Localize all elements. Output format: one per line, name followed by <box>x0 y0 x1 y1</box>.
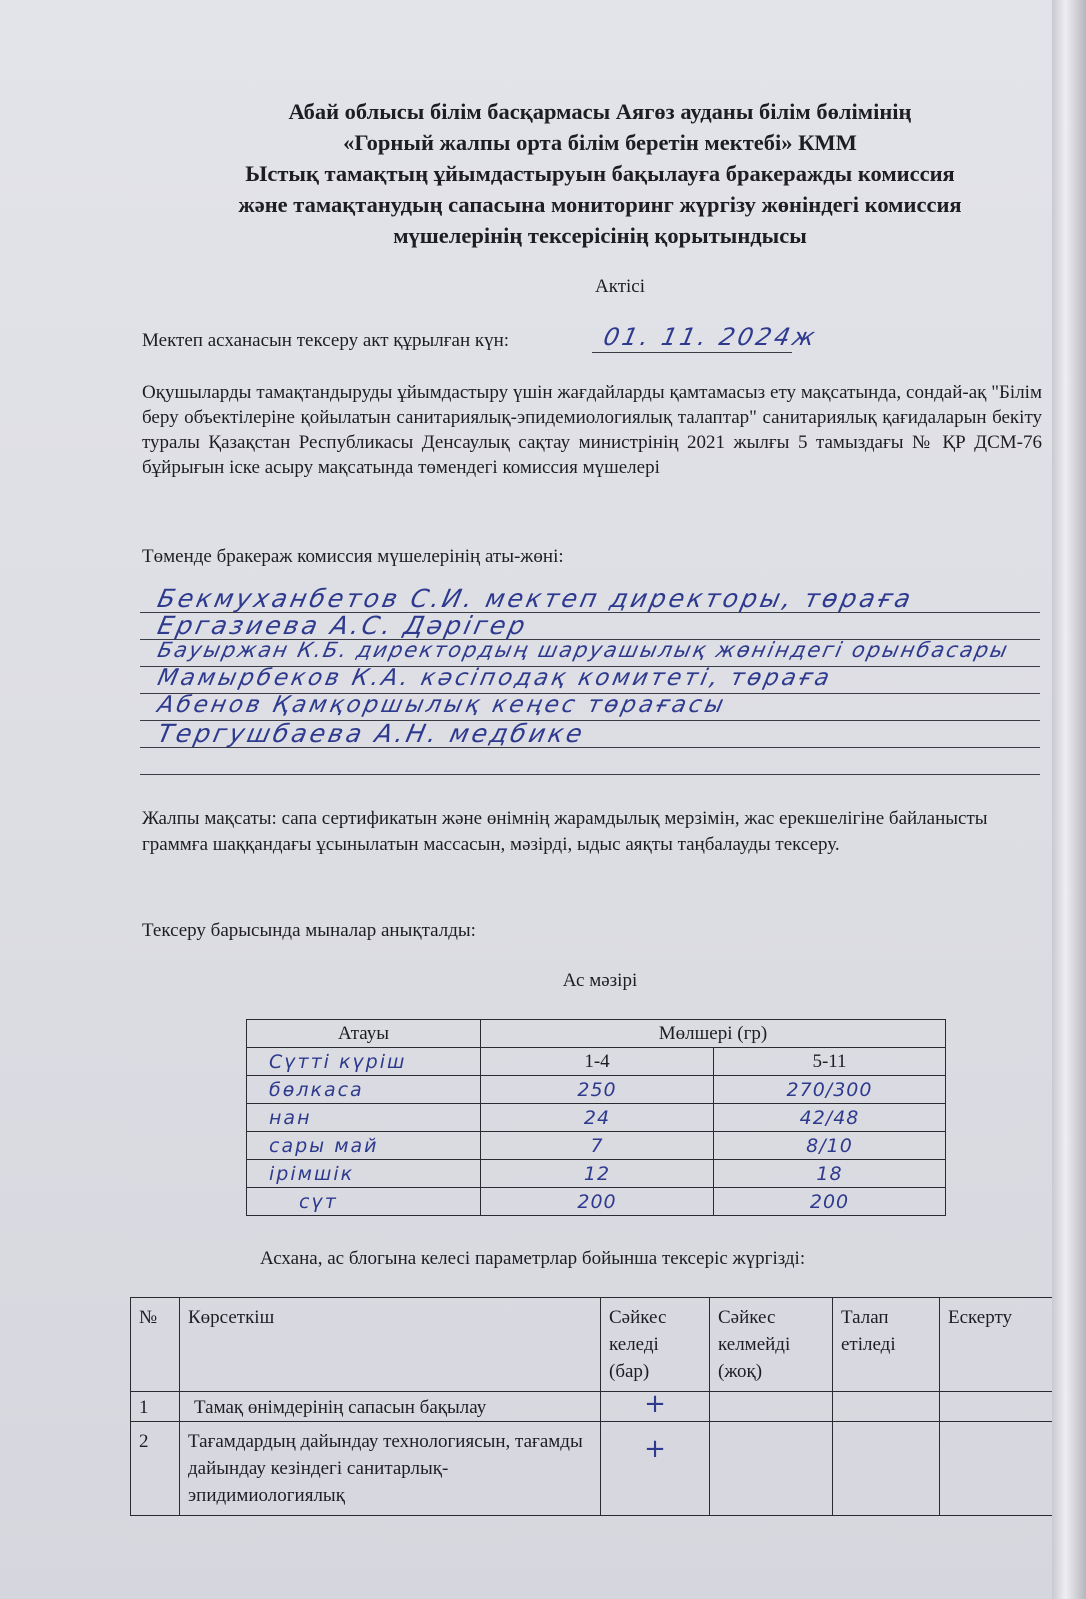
found-label: Тексеру барысында мыналар анықталды: <box>142 920 476 941</box>
header-line-1: Абай облысы білім басқармасы Аягөз ауданы білім бөлімінің <box>288 99 912 124</box>
row-required <box>833 1392 940 1422</box>
member-4: Мамырбеков К.А. кәсіподақ комитеті, төраға <box>155 665 835 691</box>
menu-item-b: 42/48 <box>714 1104 946 1132</box>
menu-table <box>246 1019 946 1216</box>
required-header: Талап етіледі <box>833 1298 940 1392</box>
num-header: № <box>131 1298 180 1392</box>
intro-paragraph: Оқушыларды тамақтандыруды ұйымдастыру үшін жағдайларды қамтамасыз ету мақсатында, сондай-ақ "Білім беру объектілеріне қойылатын санитариялық-эпидемиологиялық талаптар" санитариялық қағидаларын бекіту туралы Қазақстан Республикасы Денсаулық сақтау министрінің 2021 жылғы 5 тамыздағы № ҚР ДСМ-76 бұйрығын іске асыру мақсатында төмендегі комиссия мүшелері <box>142 382 1042 478</box>
members-label: Төменде бракераж комиссия мүшелерінің аты-жөні: <box>142 546 564 567</box>
params-header-row <box>131 1298 1053 1392</box>
member-2: Ергазиева А.С. Дәрігер <box>154 611 531 640</box>
params-row <box>131 1392 1053 1422</box>
date-underline <box>592 352 792 353</box>
row-num: 1 <box>131 1392 180 1422</box>
member-line <box>140 774 1040 775</box>
menu-title: Ас мәзірі <box>562 970 638 991</box>
menu-item-name: бөлкаса <box>247 1076 481 1104</box>
menu-item-name: ірімшік <box>247 1160 481 1188</box>
menu-header-row <box>247 1020 946 1048</box>
menu-item-name: Сүтті күріш <box>247 1048 481 1076</box>
row-num: 2 <box>131 1422 180 1516</box>
menu-row <box>247 1160 946 1188</box>
menu-item-a: 200 <box>481 1188 714 1216</box>
col-a-header: 1-4 <box>481 1048 714 1076</box>
menu-row <box>247 1048 946 1076</box>
row-yes-mark: + <box>601 1392 710 1422</box>
row-note <box>940 1422 1053 1516</box>
header-line-5: мүшелерінің тексерісінің қорытындысы <box>393 223 807 248</box>
row-note <box>940 1392 1053 1422</box>
menu-item-name: сүт <box>247 1188 481 1216</box>
header-line-4: және тамақтанудың сапасына мониторинг жүргізу жөніндегі комиссия <box>238 192 962 217</box>
row-no <box>710 1422 833 1516</box>
row-indicator: Тамақ өнімдерінің сапасын бақылау <box>180 1392 601 1422</box>
menu-item-a: 250 <box>481 1076 714 1104</box>
menu-item-a: 12 <box>481 1160 714 1188</box>
row-no <box>710 1392 833 1422</box>
col-name-header: Атауы <box>247 1020 481 1048</box>
row-indicator: Тағамдардың дайындау технологиясын, тағамды дайындау кезіндегі санитарлық-эпидимиологиялық <box>180 1422 601 1516</box>
menu-item-name: сары май <box>247 1132 481 1160</box>
no-header: Сәйкес келмейді (жоқ) <box>710 1298 833 1392</box>
params-row <box>131 1422 1053 1516</box>
menu-item-b: 8/10 <box>714 1132 946 1160</box>
menu-row <box>247 1104 946 1132</box>
menu-item-b: 270/300 <box>714 1076 946 1104</box>
params-title: Асхана, ас блогына келесі параметрлар бойынша тексеріс жүргізді: <box>260 1248 806 1269</box>
menu-item-b: 200 <box>714 1188 946 1216</box>
row-required <box>833 1422 940 1516</box>
date-label: Мектеп асханасын тексеру акт құрылған күн: <box>142 330 510 351</box>
member-5: Абенов Қамқоршылық кеңес төрағасы <box>155 692 729 718</box>
header-line-2: «Горный жалпы орта білім беретін мектебі» КММ <box>343 130 857 155</box>
menu-row <box>247 1132 946 1160</box>
date-value: 01. 11. 2024ж <box>601 323 821 351</box>
col-b-header: 5-11 <box>714 1048 946 1076</box>
menu-row <box>247 1076 946 1104</box>
act-title: Актісі <box>595 276 645 297</box>
paper-edge <box>1052 0 1086 1599</box>
menu-item-a: 24 <box>481 1104 714 1132</box>
yes-header: Сәйкес келеді (бар) <box>601 1298 710 1392</box>
menu-item-a: 7 <box>481 1132 714 1160</box>
note-header: Ескерту <box>940 1298 1053 1392</box>
goal-paragraph: Жалпы мақсаты: сапа сертификатын және өнімнің жарамдылық мерзімін, жас ерекшелігіне байланысты граммға шаққандағы ұсынылатын массасын, мәзірді, ыдыс аяқты таңбалауды тексеру. <box>142 808 988 855</box>
member-6: Тергушбаева А.Н. медбике <box>154 719 588 748</box>
member-1: Бекмуханбетов С.И. мектеп директоры, төраға <box>154 584 917 613</box>
menu-item-name: нан <box>247 1104 481 1132</box>
menu-item-b: 18 <box>714 1160 946 1188</box>
row-yes-mark: + <box>601 1422 710 1516</box>
menu-row <box>247 1188 946 1216</box>
member-3: Бауыржан К.Б. директордың шаруашылық жөніндегі орынбасары <box>155 638 1012 662</box>
header-line-3: Ыстық тамақтың ұйымдастыруын бақылауға бракеражды комиссия <box>245 161 955 186</box>
indicator-header: Көрсеткіш <box>180 1298 601 1392</box>
col-amount-header: Мөлшері (гр) <box>481 1020 946 1048</box>
params-table <box>130 1297 1052 1516</box>
